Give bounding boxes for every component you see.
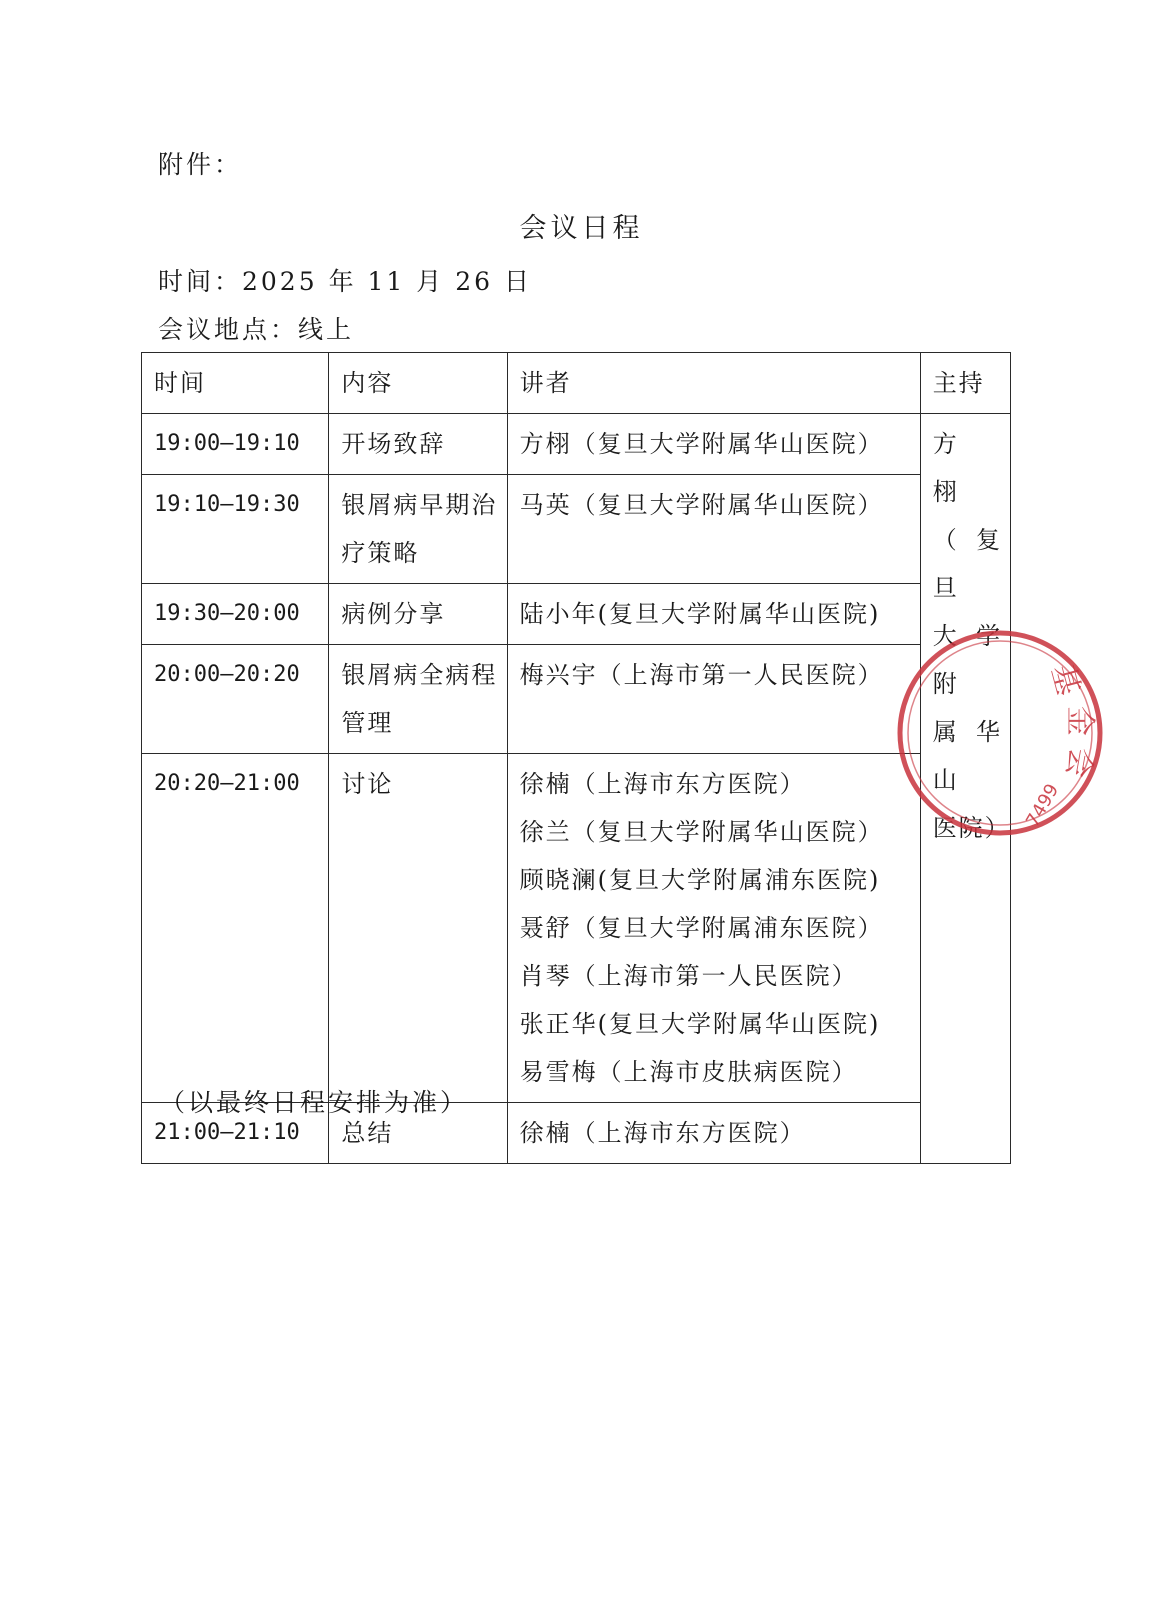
svg-text:会: 会 [1058, 744, 1099, 781]
header-content: 内容 [329, 353, 507, 414]
row-speakers [507, 1103, 920, 1164]
host-line: 属华山 [932, 718, 1002, 794]
row-speakers [507, 754, 920, 1103]
svg-text:金: 金 [1062, 706, 1097, 736]
content-line: 总结 [341, 1119, 394, 1147]
row-time: 20:20—21:00 [142, 754, 329, 1103]
agenda-table [141, 352, 1011, 1164]
meeting-venue: 会议地点：线上 [158, 315, 355, 344]
host-line: 方 栩 [932, 430, 985, 506]
row-time: 19:10—19:30 [142, 475, 329, 584]
host-line: 医院） [932, 814, 1011, 842]
row-speakers [507, 475, 920, 584]
header-host: 主持 [920, 353, 1010, 414]
table-row [142, 754, 1011, 1103]
row-content [329, 754, 507, 1103]
stamp-number: 7499 [1022, 780, 1064, 831]
table-row [142, 584, 1011, 645]
row-content [329, 645, 507, 754]
content-line: 管理 [341, 709, 394, 737]
attachment-label: 附件： [158, 150, 243, 179]
row-content [329, 584, 507, 645]
table-header-row [142, 353, 1011, 414]
table-row [142, 414, 1011, 475]
content-line: 开场致辞 [341, 430, 446, 458]
speaker-line: 徐楠（上海市东方医院） [519, 770, 806, 798]
host-cell [920, 414, 1010, 1164]
speaker-line: 张正华(复旦大学附属华山医院) [519, 1010, 881, 1038]
speaker-line: 徐楠（上海市东方医院） [519, 1119, 806, 1147]
speaker-line: 肖琴（上海市第一人民医院） [519, 962, 858, 990]
content-line: 病例分享 [341, 600, 446, 628]
content-line: 银屑病早期治 [341, 491, 498, 519]
content-line: 疗策略 [341, 539, 420, 567]
speaker-line: 马英（复旦大学附属华山医院） [519, 491, 884, 519]
content-line: 讨论 [341, 770, 394, 798]
header-time: 时间 [142, 353, 329, 414]
row-time: 21:00—21:10 [142, 1103, 329, 1164]
host-line: 大学附 [932, 622, 1002, 698]
speaker-line: 顾晓澜(复旦大学附属浦东医院) [519, 866, 881, 894]
table-row [142, 475, 1011, 584]
row-time: 20:00—20:20 [142, 645, 329, 754]
speaker-line: 聂舒（复旦大学附属浦东医院） [519, 914, 884, 942]
header-speaker: 讲者 [507, 353, 920, 414]
footnote: （以最终日程安排为准） [160, 1088, 469, 1117]
row-speakers [507, 414, 920, 475]
speaker-line: 易雪梅（上海市皮肤病医院） [519, 1058, 858, 1086]
content-line: 银屑病全病程 [341, 661, 498, 689]
speaker-line: 方栩（复旦大学附属华山医院） [519, 430, 884, 458]
meeting-date: 时间：2025 年 11 月 26 日 [158, 267, 532, 296]
row-content [329, 414, 507, 475]
speaker-line: 徐兰（复旦大学附属华山医院） [519, 818, 884, 846]
row-speakers [507, 584, 920, 645]
speaker-line: 陆小年(复旦大学附属华山医院) [519, 600, 881, 628]
page-title: 会议日程 [519, 213, 644, 244]
red-seal-stamp [1022, 628, 1110, 838]
row-speakers [507, 645, 920, 754]
stamp-text: 基 [1044, 661, 1086, 700]
row-time: 19:00—19:10 [142, 414, 329, 475]
host-line: （复旦 [932, 526, 1002, 602]
table-row [142, 645, 1011, 754]
speaker-line: 梅兴宇（上海市第一人民医院） [519, 661, 884, 689]
row-content [329, 475, 507, 584]
row-time: 19:30—20:00 [142, 584, 329, 645]
